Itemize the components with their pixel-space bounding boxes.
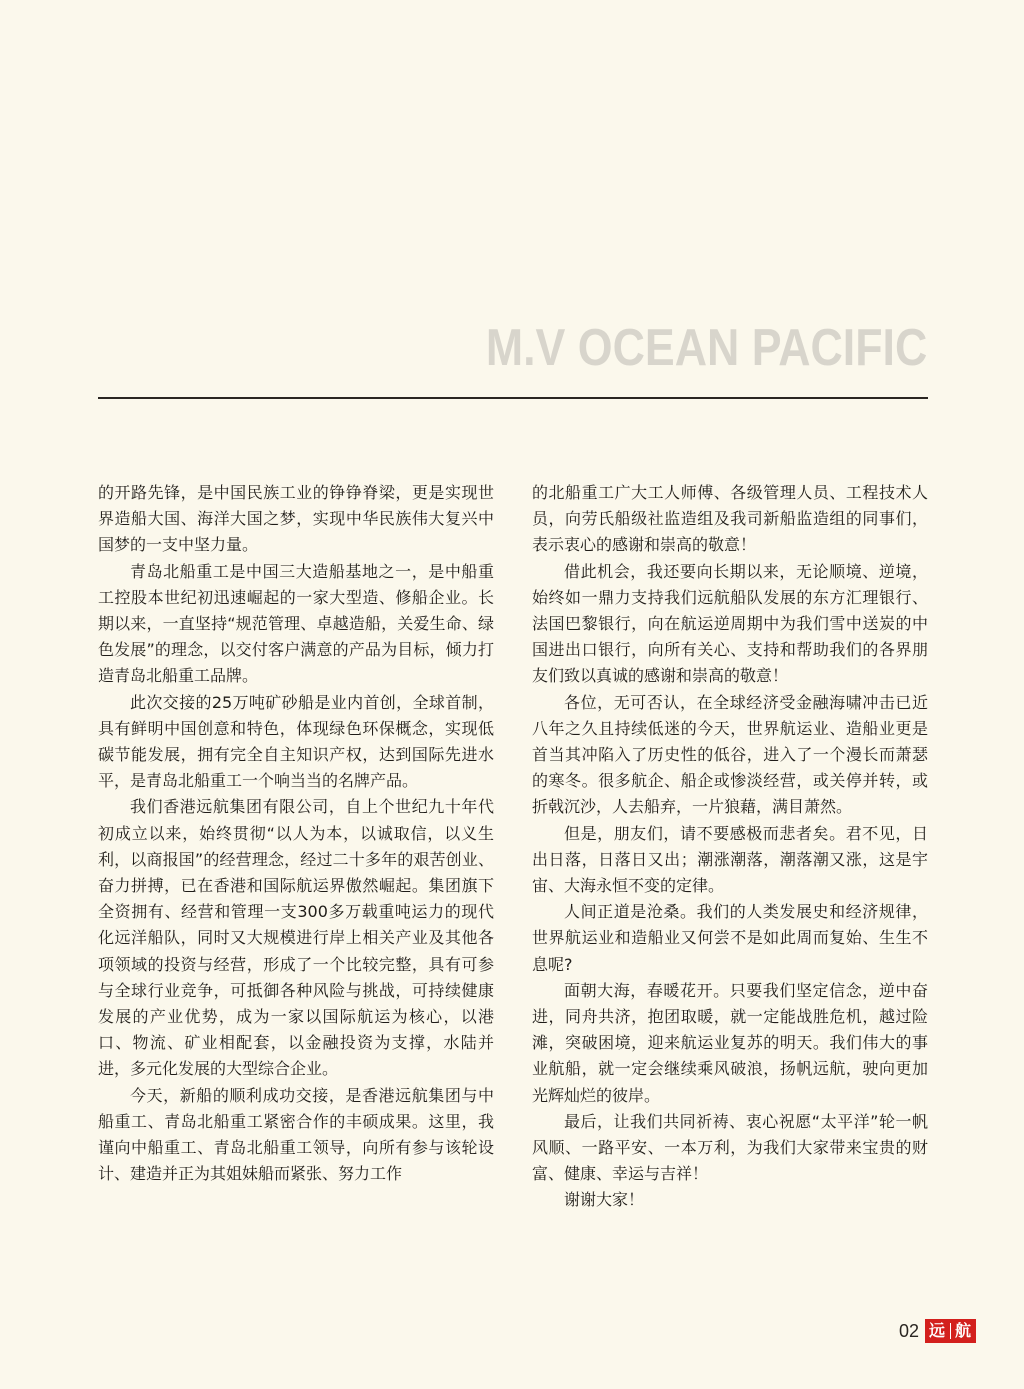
paragraph: 此次交接的25万吨矿砂船是业内首创，全球首制，具有鲜明中国创意和特色，体现绿色环保概念，实现低碳节能发展，拥有完全自主知识产权，达到国际先进水平，是青岛北船重工一个响当当的名牌产品。 [98, 692, 494, 791]
brand-logo [925, 1319, 976, 1343]
paragraph: 青岛北船重工是中国三大造船基地之一，是中船重工控股本世纪初迅速崛起的一家大型造、修船企业。长期以来，一直坚持“规范管理、卓越造船，关爱生命、绿色发展”的理念，以交付客户满意的产品为目标，倾力打造青岛北船重工品牌。 [98, 561, 494, 686]
paragraph: 人间正道是沧桑。我们的人类发展史和经济规律，世界航运业和造船业又何尝不是如此周而复始、生生不息呢? [532, 902, 928, 974]
brand-logo-divider [950, 1323, 951, 1339]
paragraph: 的开路先锋，是中国民族工业的铮铮脊梁，更是实现世界造船大国、海洋大国之梦，实现中华民族伟大复兴中国梦的一支中坚力量。 [98, 483, 494, 555]
paragraph: 的北船重工广大工人师傅、各级管理人员、工程技术人员，向劳氏船级社监造组及我司新船监造组的同事们，表示衷心的感谢和崇高的敬意！ [532, 483, 928, 555]
paragraph: 我们香港远航集团有限公司，自上个世纪九十年代初成立以来，始终贯彻“以人为本，以诚取信，以义生利，以商报国”的经营理念，经过二十多年的艰苦创业、奋力拼搏，已在香港和国际航运界傲然崛起。集团旗下全资拥有、经营和管理一支300多万载重吨运力的现代化远洋船队，同时又大规模进行岸上相关产业及其他各项领域的投资与经营，形成了一个比较完整，具有可参与全球行业竞争，可抵御各种风险与挑战，可持续健康发展的产业优势，成为一家以国际航运为核心，以港口、物流、矿业相配套，以金融投资为支撑，水陆并进，多元化发展的大型综合企业。 [98, 797, 494, 1079]
paragraph: 但是，朋友们，请不要感极而悲者矣。君不见，日出日落，日落日又出；潮涨潮落，潮落潮又涨，这是宇宙、大海永恒不变的定律。 [532, 823, 928, 896]
paragraph: 面朝大海，春暖花开。只要我们坚定信念，逆中奋进，同舟共济，抱团取暖，就一定能战胜危机，越过险滩，突破困境，迎来航运业复苏的明天。我们伟大的事业航船，就一定会继续乘风破浪，扬帆远航，驶向更加光辉灿烂的彼岸。 [532, 980, 928, 1105]
page-footer [899, 1318, 976, 1344]
paragraph: 谢谢大家！ [564, 1190, 645, 1210]
header-divider [98, 397, 928, 399]
header-title: M.V OCEAN PACIFIC [485, 319, 927, 377]
paragraph: 借此机会，我还要向长期以来，无论顺境、逆境，始终如一鼎力支持我们远航船队发展的东方汇理银行、法国巴黎银行，向在航运逆周期中为我们雪中送炭的中国进出口银行，向所有关心、支持和帮助我们的各界朋友们致以真诚的感谢和崇高的敬意！ [532, 561, 928, 686]
paragraph: 今天，新船的顺利成功交接，是香港远航集团与中船重工、青岛北船重工紧密合作的丰硕成果。这里，我谨向中船重工、青岛北船重工领导，向所有参与该轮设计、建造并正为其姐妹船而紧张、努力工作 [98, 1085, 494, 1184]
right-column [532, 480, 928, 1214]
paragraph: 最后，让我们共同祈祷、衷心祝愿“太平洋”轮一帆风顺、一路平安、一本万利，为我们大家带来宝贵的财富、健康、幸运与吉祥！ [532, 1111, 928, 1184]
brand-logo-char-right: 航 [954, 1321, 972, 1340]
left-column [98, 480, 494, 1187]
brand-logo-char-left: 远 [928, 1321, 946, 1340]
page-number: 02 [898, 1321, 919, 1341]
paragraph: 各位，无可否认，在全球经济受金融海啸冲击已近八年之久且持续低迷的今天，世界航运业、造船业更是首当其冲陷入了历史性的低谷，进入了一个漫长而萧瑟的寒冬。很多航企、船企或惨淡经营，或关停并转，或折戟沉沙，人去船弃，一片狼藉，满目萧然。 [532, 692, 928, 817]
